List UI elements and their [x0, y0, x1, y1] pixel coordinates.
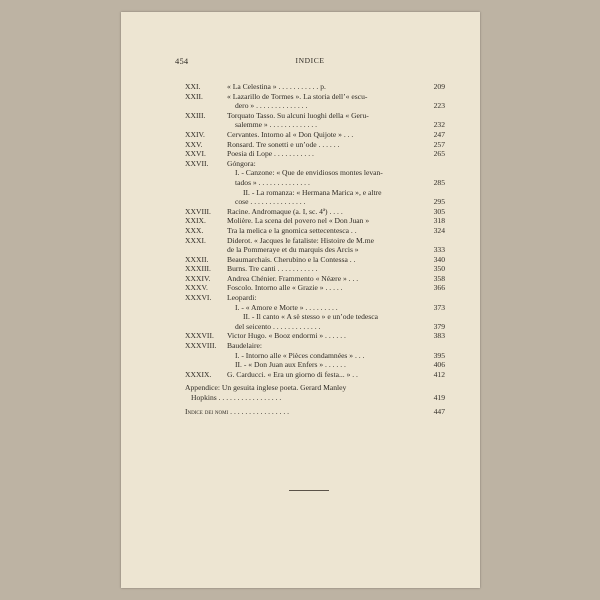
- entry-title: Andrea Chénier. Frammento « Néære » . . .: [227, 273, 359, 283]
- appendix-page-number: 419: [433, 393, 445, 402]
- chapter-numeral: XXXVII.: [185, 331, 214, 341]
- chapter-numeral: XXXVIII.: [185, 341, 217, 351]
- index-names-row: [185, 407, 445, 417]
- entry-title: Racine. Andromaque (a. I, sc. 4ª) . . . .: [227, 206, 343, 216]
- index-names-title: Indice dei nomi . . . . . . . . . . . . . . . .: [185, 406, 290, 416]
- entry-title: Molière. La scena del povero nel « Don Juan »: [227, 216, 370, 226]
- closing-rule: [289, 490, 329, 491]
- toc-entry-row: [185, 322, 445, 332]
- entry-title: salemme » . . . . . . . . . . . . .: [235, 120, 318, 130]
- entry-page-number: 265: [433, 149, 445, 159]
- chapter-numeral: XXXV.: [185, 283, 208, 293]
- entry-page-number: 318: [433, 216, 445, 226]
- toc-entry-row: [185, 216, 445, 226]
- toc-entry-row: [185, 168, 445, 178]
- toc-entry-row: [185, 370, 445, 380]
- entry-title: Góngora:: [227, 158, 256, 168]
- chapter-numeral: XXIII.: [185, 110, 206, 120]
- toc-entry-row: [185, 178, 445, 188]
- entry-title: G. Carducci. « Era un giorno di festa... » . .: [227, 369, 358, 379]
- entry-title: I. - Canzone: « Que de envidiosos montes levan-: [235, 168, 383, 178]
- book-page: [121, 12, 480, 588]
- entry-page-number: 247: [433, 129, 445, 139]
- entry-title: de la Pommeraye et du marquis des Arcis »: [227, 245, 359, 255]
- entry-page-number: 232: [433, 120, 445, 130]
- toc-entry-row: [185, 111, 445, 121]
- entry-title: cose . . . . . . . . . . . . . . .: [235, 197, 306, 207]
- entry-title: Burns. Tre canti . . . . . . . . . . .: [227, 264, 318, 274]
- toc-entry-row: [185, 140, 445, 150]
- chapter-numeral: XXXIX.: [185, 369, 212, 379]
- entry-title: Leopardi:: [227, 293, 257, 303]
- entry-page-number: 358: [433, 273, 445, 283]
- entry-page-number: 379: [433, 321, 445, 331]
- chapter-numeral: XXIX.: [185, 216, 206, 226]
- toc-entry-row: [185, 236, 445, 246]
- chapter-numeral: XXX.: [185, 225, 204, 235]
- toc-entry-row: [185, 197, 445, 207]
- entry-page-number: 223: [433, 101, 445, 111]
- entry-title: II. - La romanza: « Hermana Marica », e altre: [243, 187, 382, 197]
- entry-page-number: 285: [433, 177, 445, 187]
- entry-page-number: 209: [433, 82, 445, 91]
- entry-title: Torquato Tasso. Su alcuni luoghi della « Geru-: [227, 110, 369, 120]
- entry-page-number: 305: [433, 206, 445, 216]
- entry-title: Beaumarchais. Cherubino e la Contessa . .: [227, 254, 356, 264]
- toc-entry-row: [185, 245, 445, 255]
- entry-title: Baudelaire:: [227, 341, 262, 351]
- entry-page-number: 366: [433, 283, 445, 293]
- toc-entry-row: [185, 351, 445, 361]
- chapter-numeral: XXXI.: [185, 235, 206, 245]
- entry-title: « La Celestina » . . . . . . . . . . . p.: [227, 82, 326, 91]
- toc-entry-row: [185, 120, 445, 130]
- chapter-numeral: XXXIV.: [185, 273, 211, 283]
- entry-page-number: 373: [433, 302, 445, 312]
- index-names-page-number: 447: [433, 406, 445, 416]
- appendix-row: [185, 393, 445, 403]
- entry-title: Victor Hugo. « Booz endormi » . . . . . .: [227, 331, 346, 341]
- running-title: INDICE: [295, 56, 325, 65]
- entry-title: dero » . . . . . . . . . . . . . .: [235, 101, 308, 111]
- entry-title: del seicento . . . . . . . . . . . . .: [235, 321, 321, 331]
- toc-entry-row: [185, 159, 445, 169]
- chapter-numeral: XXXIII.: [185, 264, 211, 274]
- toc-entry-row: [185, 149, 445, 159]
- chapter-numeral: XXXII.: [185, 254, 209, 264]
- toc-entry-row: [185, 274, 445, 284]
- entry-title: I. - « Amore e Morte » . . . . . . . . .: [235, 302, 338, 312]
- toc-entry-row: [185, 101, 445, 111]
- entry-title: Tra la melica e la gnomica settecentesca . .: [227, 225, 357, 235]
- chapter-numeral: XXVIII.: [185, 206, 211, 216]
- entry-page-number: 383: [433, 331, 445, 341]
- entry-title: Ronsard. Tre sonetti e un’ode . . . . . .: [227, 139, 340, 149]
- toc-entry-row: [185, 226, 445, 236]
- chapter-numeral: XXVI.: [185, 149, 206, 159]
- entry-page-number: 340: [433, 254, 445, 264]
- entry-page-number: 350: [433, 264, 445, 274]
- toc-entry-row: [185, 207, 445, 217]
- toc-entry-row: [185, 360, 445, 370]
- entry-title: tados » . . . . . . . . . . . . . .: [235, 177, 310, 187]
- toc-entry-row: [185, 82, 445, 92]
- entry-page-number: 395: [433, 350, 445, 360]
- entry-title: II. - Il canto « A sè stesso » e un’ode tedesca: [243, 312, 378, 322]
- chapter-numeral: XXXVI.: [185, 293, 212, 303]
- appendix-title: Hopkins . . . . . . . . . . . . . . . . .: [191, 393, 282, 402]
- appendix-row: [185, 383, 445, 393]
- entry-title: Cervantes. Intorno al « Don Quijote » . . .: [227, 129, 354, 139]
- entry-page-number: 412: [433, 369, 445, 379]
- toc-entry-row: [185, 264, 445, 274]
- entry-page-number: 333: [433, 245, 445, 255]
- entry-title: Poesia di Lope . . . . . . . . . . .: [227, 149, 314, 159]
- toc-entry-row: [185, 283, 445, 293]
- page-number: 454: [175, 56, 189, 66]
- entry-page-number: 406: [433, 360, 445, 370]
- entry-page-number: 295: [433, 197, 445, 207]
- entry-title: I. - Intorno alle « Pièces condamnées » . . .: [235, 350, 365, 360]
- chapter-numeral: XXV.: [185, 139, 203, 149]
- toc-entry-row: [185, 255, 445, 265]
- chapter-numeral: XXVII.: [185, 158, 209, 168]
- entry-title: II. - « Don Juan aux Enfers » . . . . . .: [235, 360, 346, 370]
- entry-title: Diderot. « Jacques le fataliste: Histoire de M.me: [227, 235, 374, 245]
- toc-entry-row: [185, 92, 445, 102]
- toc-entry-row: [185, 293, 445, 303]
- entry-page-number: 324: [433, 225, 445, 235]
- entry-title: Foscolo. Intorno alle « Grazie » . . . . .: [227, 283, 343, 293]
- toc-entry-row: [185, 303, 445, 313]
- toc-entry-row: [185, 130, 445, 140]
- table-of-contents: [185, 82, 445, 416]
- toc-entry-row: [185, 331, 445, 341]
- chapter-numeral: XXI.: [185, 82, 201, 91]
- chapter-numeral: XXIV.: [185, 129, 205, 139]
- toc-entry-row: [185, 188, 445, 198]
- toc-entry-row: [185, 312, 445, 322]
- entry-title: « Lazarillo de Tormes ». La storia dell’« escu-: [227, 91, 368, 101]
- toc-entry-row: [185, 341, 445, 351]
- chapter-numeral: XXII.: [185, 91, 203, 101]
- entry-page-number: 257: [433, 139, 445, 149]
- appendix-title: Appendice: Un gesuita inglese poeta. Gerard Manley: [185, 383, 347, 393]
